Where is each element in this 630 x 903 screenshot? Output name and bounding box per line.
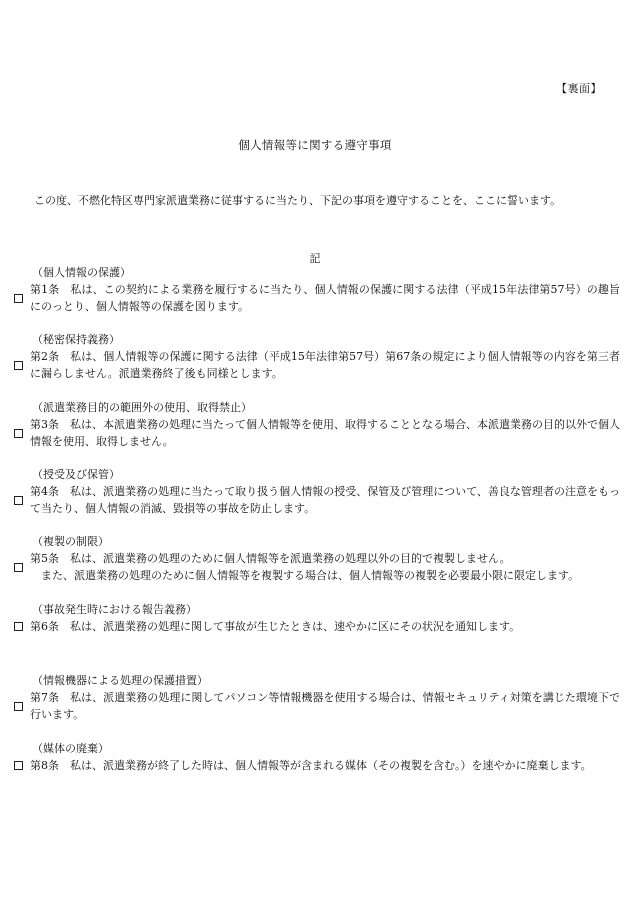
clause-5-line-1: 第5条 私は、派遣業務の処理のために個人情報等を派遣業務の処理以外の目的で複製しません。 bbox=[30, 552, 511, 565]
clause-text: 第1条 私は、この契約による業務を履行するに当たり、個人情報の保護に関する法律（平成15年法律第57号）の趣旨にのっとり、個人情報等の保護を図ります。 bbox=[30, 283, 620, 313]
clause-5-checkbox[interactable] bbox=[14, 563, 23, 572]
clause-text: 第4条 私は、派遣業務の処理に当たって取り扱う個人情報の授受、保管及び管理について、善良な管理者の注意をもって当たり、個人情報の消滅、毀損等の事故を防止します。 bbox=[30, 485, 620, 515]
clause-7 bbox=[14, 673, 620, 723]
clause-heading: （派遣業務目的の範囲外の使用、取得禁止） bbox=[32, 401, 252, 414]
pledge-statement: この度、不燃化特区専門家派遣業務に従事するに当たり、下記の事項を遵守することを、ここに誓います。 bbox=[34, 194, 562, 207]
clause-text: 第8条 私は、派遣業務が終了した時は、個人情報等が含まれる媒体（その複製を含む。）を速やかに廃棄します。 bbox=[30, 759, 592, 772]
clause-text bbox=[30, 550, 620, 584]
clause-heading: （媒体の廃棄） bbox=[32, 742, 109, 755]
clause-heading: （個人情報の保護） bbox=[32, 266, 131, 279]
clause-3-checkbox[interactable] bbox=[14, 429, 23, 438]
clause-text: 第2条 私は、個人情報等の保護に関する法律（平成15年法律第57号）第67条の規定により個人情報等の内容を第三者に漏らしません。派遣業務終了後も同様とします。 bbox=[30, 350, 620, 380]
clause-2 bbox=[14, 332, 620, 382]
clause-heading: （複製の制限） bbox=[32, 535, 109, 548]
back-side-label: 【裏面】 bbox=[556, 82, 602, 95]
clause-heading: （事故発生時における報告義務） bbox=[32, 603, 197, 616]
clause-1 bbox=[14, 265, 620, 315]
clause-text: 第7条 私は、派遣業務の処理に関してパソコン等情報機器を使用する場合は、情報セキュリティ対策を講じた環境下で行います。 bbox=[30, 691, 620, 721]
clause-8-checkbox[interactable] bbox=[14, 761, 23, 770]
clause-7-checkbox[interactable] bbox=[14, 702, 23, 711]
clause-heading: （秘密保持義務） bbox=[32, 333, 120, 346]
clause-4 bbox=[14, 467, 620, 517]
page-title: 個人情報等に関する遵守事項 bbox=[238, 138, 392, 152]
clause-6 bbox=[14, 602, 620, 635]
clause-heading: （授受及び保管） bbox=[32, 468, 120, 481]
clause-4-checkbox[interactable] bbox=[14, 496, 23, 505]
clause-5-line-2: また、派遣業務の処理のために個人情報等を複製する場合は、個人情報等の複製を必要最小限に限定します。 bbox=[41, 569, 580, 582]
clause-5 bbox=[14, 534, 620, 584]
clause-heading: （情報機器による処理の保護措置） bbox=[32, 674, 208, 687]
clause-2-checkbox[interactable] bbox=[14, 361, 23, 370]
clause-text: 第3条 私は、本派遣業務の処理に当たって個人情報等を使用、取得することとなる場合、本派遣業務の目的以外で個人情報を使用、取得しません。 bbox=[30, 418, 620, 448]
ki-marker: 記 bbox=[309, 252, 321, 265]
clause-1-checkbox[interactable] bbox=[14, 294, 23, 303]
clause-6-checkbox[interactable] bbox=[14, 622, 23, 631]
clause-8 bbox=[14, 741, 620, 774]
clause-3 bbox=[14, 400, 620, 450]
clause-text: 第6条 私は、派遣業務の処理に関して事故が生じたときは、速やかに区にその状況を通知します。 bbox=[30, 620, 521, 633]
